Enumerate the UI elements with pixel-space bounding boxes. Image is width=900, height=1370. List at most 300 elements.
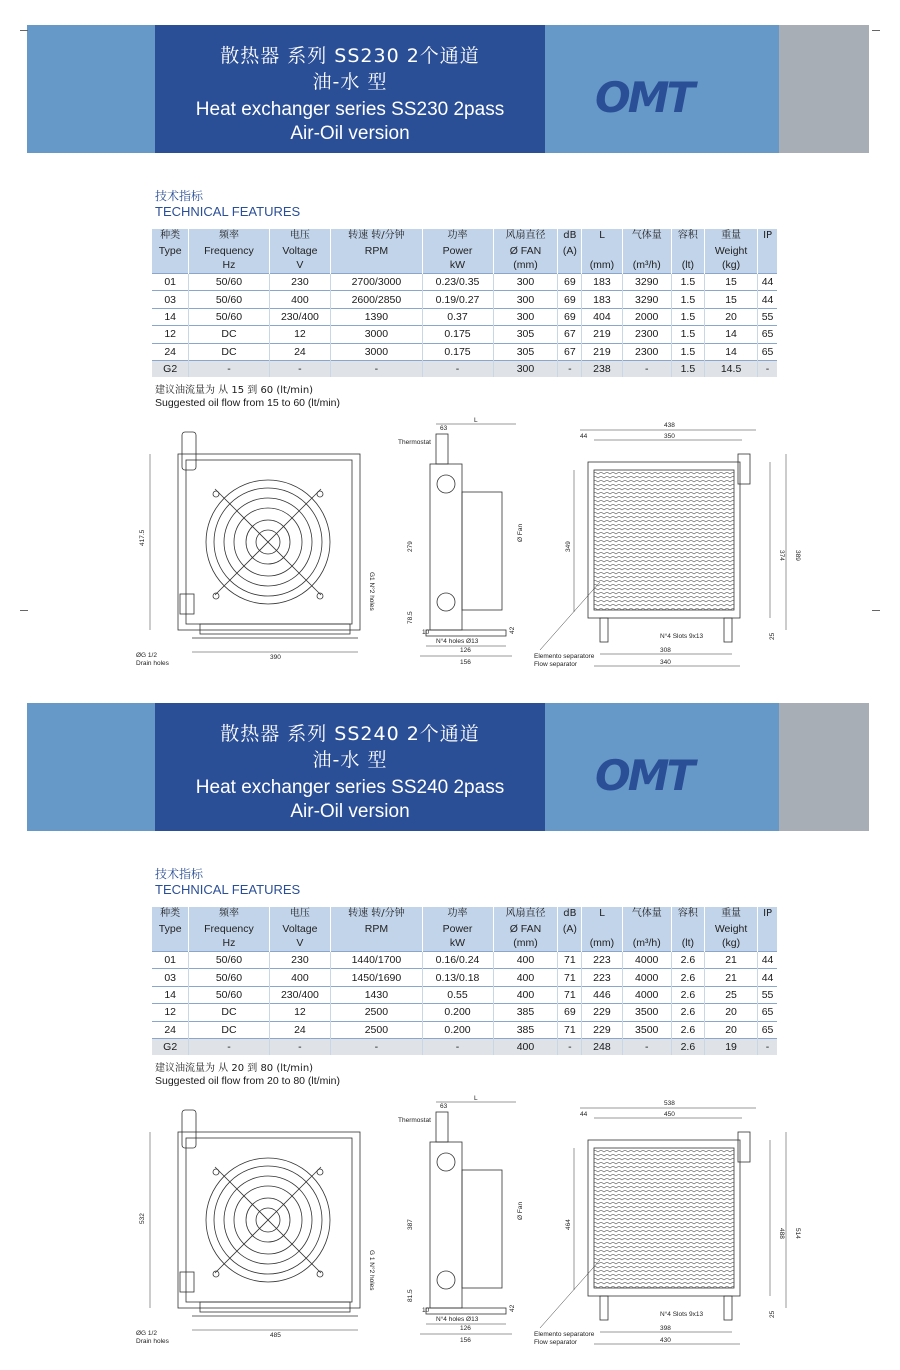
column-header-unit: (lt) [681, 937, 695, 949]
rear-308-label: 308 [660, 647, 671, 654]
column-header-en: RPM [364, 922, 389, 935]
table-cell: 03 [152, 291, 189, 308]
side-view [420, 1102, 516, 1334]
table-cell: 69 [558, 291, 582, 308]
front-height-label: 417.5 [139, 529, 146, 546]
table-cell: 4000 [622, 952, 671, 969]
column-header-cn: 功率 [447, 908, 468, 919]
bolt-2 [317, 1169, 323, 1175]
column-header-unit: (kg) [722, 937, 741, 949]
column-header-cn: 电压 [289, 230, 310, 241]
column-header-unit [558, 936, 581, 951]
column-header-cn: L [599, 230, 605, 241]
table-cell: 50/60 [189, 291, 269, 308]
rear-389-label: 514 [794, 1228, 801, 1239]
table-cell: 67 [558, 343, 582, 360]
column-header [758, 229, 777, 274]
ss230-section [0, 0, 900, 670]
table-cell: 25 [705, 986, 758, 1003]
table-cell: 01 [152, 952, 189, 969]
table-cell: 400 [493, 969, 558, 986]
table-cell: G2 [152, 360, 189, 377]
rear-350-label: 350 [664, 433, 675, 440]
table-row [152, 1004, 777, 1021]
side-thermostat [436, 1112, 448, 1142]
side-holes-label: N°4 holes Ø13 [436, 638, 479, 645]
column-header-unit: (m³/h) [632, 937, 661, 949]
side-10-label: 10 [422, 1307, 430, 1314]
table-row [152, 986, 777, 1003]
table-cell: 2.6 [671, 986, 704, 1003]
table-cell: 65 [758, 1021, 777, 1038]
banner-grey-block [779, 25, 869, 153]
table-cell: 14.5 [705, 360, 758, 377]
table-cell: 3000 [331, 343, 422, 360]
title-cn-line-2: 油-水 型 [312, 71, 388, 93]
column-header-unit: kW [449, 259, 466, 271]
column-header-unit: (kg) [722, 259, 741, 271]
rear-374-label: 374 [778, 550, 785, 561]
rear-foot-right [724, 618, 732, 642]
table-cell: 0.19/0.27 [422, 291, 493, 308]
column-header [189, 907, 269, 952]
table-cell: 2300 [622, 326, 671, 343]
front-height-label: 532 [139, 1213, 146, 1224]
rear-slots-label: N°4 Slots 9x13 [660, 1311, 704, 1318]
table-cell: - [558, 360, 582, 377]
table-cell: 0.175 [422, 343, 493, 360]
ss240-section [0, 678, 900, 1348]
column-header-cn: dB [563, 230, 577, 241]
column-header-unit: (lt) [681, 259, 695, 271]
table-cell: 1.5 [671, 274, 704, 291]
table-cell: 230 [269, 952, 331, 969]
crop-mark [872, 610, 880, 611]
rear-340-label: 430 [660, 1337, 671, 1344]
title-en-line-2: Air-Oil version [290, 123, 410, 144]
table-cell: 50/60 [189, 308, 269, 325]
port-label: G1 N°2 holes [368, 572, 375, 611]
table-cell: - [269, 360, 331, 377]
table-cell: 2.6 [671, 1021, 704, 1038]
banner-grey-block [779, 703, 869, 831]
side-42-label: 42 [509, 626, 516, 634]
column-header [269, 907, 331, 952]
table-cell: 2500 [331, 1021, 422, 1038]
side-785-label: 81.5 [407, 1289, 414, 1302]
table-cell: 1430 [331, 986, 422, 1003]
front-shroud [186, 1138, 352, 1302]
table-cell: 400 [493, 952, 558, 969]
table-row [152, 343, 777, 360]
table-cell: 446 [582, 986, 622, 1003]
bolt-1 [213, 491, 219, 497]
table-cell: 50/60 [189, 952, 269, 969]
column-header-unit [558, 258, 581, 273]
table-cell: 0.175 [422, 326, 493, 343]
side-base [426, 630, 506, 636]
side-height-label: 279 [407, 541, 414, 552]
column-header-en: Weight [714, 922, 748, 935]
side-port-bottom [437, 593, 455, 611]
table-cell: 2.6 [671, 952, 704, 969]
thermostat-label: Thermostat [398, 439, 431, 446]
table-cell: 223 [582, 969, 622, 986]
front-base [200, 1302, 350, 1312]
column-header-cn: 风扇直径 [505, 230, 546, 241]
side-body [430, 464, 462, 630]
table-cell: 1390 [331, 308, 422, 325]
column-header [582, 907, 622, 952]
column-header-en [582, 922, 621, 937]
column-header-unit [331, 936, 421, 951]
banner-logo-block [545, 703, 779, 831]
column-header-cn: IP [763, 230, 773, 241]
technical-features-table [152, 907, 777, 1055]
rear-foot-left [600, 618, 608, 642]
column-header-cn: 转速 转/分钟 [348, 230, 405, 241]
separator-en-label: Flow separator [534, 661, 577, 668]
rear-374-label: 488 [778, 1228, 785, 1239]
rear-349-label: 349 [565, 541, 572, 552]
table-cell: 1.5 [671, 326, 704, 343]
column-header [331, 907, 422, 952]
table-cell: 400 [269, 969, 331, 986]
table-cell: 4000 [622, 969, 671, 986]
title-en-line-1: Heat exchanger series SS240 2pass [195, 777, 505, 798]
column-header-unit: (mm) [589, 259, 615, 271]
table-cell: 2000 [622, 308, 671, 325]
column-header-en: Voltage [282, 244, 318, 257]
column-header-cn: 气体量 [631, 230, 662, 241]
features-heading-cn: 技术指标 [155, 867, 204, 881]
table-cell: - [189, 360, 269, 377]
table-cell: 400 [493, 1038, 558, 1055]
column-header-unit [331, 258, 421, 273]
column-header-unit: (mm) [513, 937, 538, 949]
crop-mark [20, 30, 28, 31]
crop-mark [872, 30, 880, 31]
table-cell: 183 [582, 291, 622, 308]
front-view [150, 432, 360, 652]
table-cell: - [758, 1038, 777, 1055]
title-cn-line-1: 散热器 系列 SS230 2个通道 [220, 45, 480, 67]
table-cell: 223 [582, 952, 622, 969]
fan-dim-label: Ø Fan [517, 523, 524, 542]
side-base [426, 1308, 506, 1314]
column-header [152, 907, 189, 952]
side-126-label: 126 [460, 1325, 471, 1332]
column-header-en: Frequency [204, 244, 254, 257]
column-header [493, 229, 558, 274]
column-header-cn: 电压 [289, 908, 310, 919]
front-drain [180, 1272, 194, 1292]
side-body [430, 1142, 462, 1308]
rear-slots-label: N°4 Slots 9x13 [660, 633, 704, 640]
column-header-cn: 频率 [218, 908, 239, 919]
column-header-unit: V [296, 259, 304, 271]
drain-label: ØG 1/2 [136, 1330, 157, 1337]
side-156-label: 156 [460, 659, 471, 666]
rear-25-label: 25 [769, 632, 776, 640]
column-header [705, 229, 758, 274]
crop-mark [20, 610, 28, 611]
column-header-en [758, 922, 777, 937]
table-cell: 248 [582, 1038, 622, 1055]
table-cell: 404 [582, 308, 622, 325]
table-cell: 69 [558, 308, 582, 325]
table-row [152, 326, 777, 343]
separator-leader [540, 582, 600, 650]
table-cell: 3500 [622, 1021, 671, 1038]
column-header-en [582, 244, 621, 259]
table-cell: 44 [758, 291, 777, 308]
side-height-label: 387 [407, 1219, 414, 1230]
rear-308-label: 398 [660, 1325, 671, 1332]
table-cell: 65 [758, 326, 777, 343]
title-en-line-2: Air-Oil version [290, 801, 410, 822]
features-heading-en: TECHNICAL FEATURES [155, 882, 301, 897]
bolt-1 [213, 1169, 219, 1175]
table-cell: 385 [493, 1021, 558, 1038]
table-cell: 44 [758, 969, 777, 986]
table-cell: 03 [152, 969, 189, 986]
column-header-en: Type [158, 922, 182, 935]
technical-drawing [130, 412, 820, 672]
table-cell: 2600/2850 [331, 291, 422, 308]
table-cell: 15 [705, 274, 758, 291]
column-header-unit [758, 936, 777, 951]
table-cell: 71 [558, 986, 582, 1003]
table-cell: 12 [152, 1004, 189, 1021]
rear-340-label: 340 [660, 659, 671, 666]
side-view [420, 424, 516, 656]
table-cell: 20 [705, 1021, 758, 1038]
column-header-unit: (mm) [589, 937, 615, 949]
column-header-cn: 气体量 [631, 908, 662, 919]
column-header-cn: dB [563, 908, 577, 919]
table-cell: 14 [705, 343, 758, 360]
technical-drawing [130, 1090, 820, 1350]
table-cell: - [758, 360, 777, 377]
column-header-en: Voltage [282, 922, 318, 935]
table-cell: 229 [582, 1021, 622, 1038]
table-cell: 305 [493, 326, 558, 343]
table-cell: 385 [493, 1004, 558, 1021]
rear-view [540, 1108, 786, 1344]
separator-it-label: Elemento separatore [534, 1331, 595, 1338]
column-header-en [623, 244, 671, 259]
column-header-cn: 重量 [721, 230, 742, 241]
rear-core [594, 1148, 734, 1288]
table-cell: 238 [582, 360, 622, 377]
table-cell: 219 [582, 326, 622, 343]
table-cell: 0.200 [422, 1004, 493, 1021]
table-cell: - [558, 1038, 582, 1055]
table-body [152, 952, 777, 1056]
separator-it-label: Elemento separatore [534, 653, 595, 660]
table-cell: 14 [152, 986, 189, 1003]
table-cell: 0.23/0.35 [422, 274, 493, 291]
column-header-en: Frequency [204, 922, 254, 935]
table-cell: 2700/3000 [331, 274, 422, 291]
side-fan [462, 492, 502, 610]
table-row [152, 291, 777, 308]
table-cell: DC [189, 326, 269, 343]
table-cell: 1440/1700 [331, 952, 422, 969]
column-header-en: RPM [364, 244, 389, 257]
table-cell: 44 [758, 952, 777, 969]
table-cell: 20 [705, 308, 758, 325]
title-cn-line-1: 散热器 系列 SS240 2个通道 [220, 723, 480, 745]
separator-leader [540, 1260, 600, 1328]
drain-label: ØG 1/2 [136, 652, 157, 659]
banner-left-block [27, 25, 155, 153]
table-cell: 230/400 [269, 308, 331, 325]
table-cell: 69 [558, 1004, 582, 1021]
column-header-unit: (m³/h) [632, 259, 661, 271]
features-heading-cn: 技术指标 [155, 189, 204, 203]
side-fan [462, 1170, 502, 1288]
table-cell: - [422, 1038, 493, 1055]
column-header-en [672, 922, 704, 937]
table-cell: 24 [152, 343, 189, 360]
rear-foot-right [724, 1296, 732, 1320]
table-cell: DC [189, 343, 269, 360]
column-header [671, 907, 704, 952]
table-cell: 2.6 [671, 969, 704, 986]
table-cell: 230 [269, 274, 331, 291]
oil-flow-cn: 建议油流量为 从 15 到 60 (lt/min) [155, 385, 314, 396]
side-holes-label: N°4 holes Ø13 [436, 1316, 479, 1323]
table-cell: - [622, 1038, 671, 1055]
table-cell: 1.5 [671, 360, 704, 377]
rear-core [594, 470, 734, 610]
table-cell: - [422, 360, 493, 377]
table-cell: 2.6 [671, 1004, 704, 1021]
table-cell: 3290 [622, 291, 671, 308]
table-cell: 15 [705, 291, 758, 308]
table-header-row [152, 229, 777, 274]
column-header-cn: L [599, 908, 605, 919]
rear-438-label: 538 [664, 1100, 675, 1107]
column-header-unit: Hz [222, 937, 236, 949]
rear-350-label: 450 [664, 1111, 675, 1118]
column-header-unit: V [296, 937, 304, 949]
table-cell: DC [189, 1021, 269, 1038]
table-cell: 50/60 [189, 969, 269, 986]
oil-flow-en: Suggested oil flow from 15 to 60 (lt/min) [155, 397, 341, 409]
column-header-cn: 风扇直径 [505, 908, 546, 919]
column-header [422, 229, 493, 274]
table-cell: 400 [493, 986, 558, 1003]
column-header-cn: 容积 [677, 908, 698, 919]
column-header [422, 907, 493, 952]
column-header-cn: 功率 [447, 230, 468, 241]
table-cell: 300 [493, 360, 558, 377]
table-cell: 50/60 [189, 274, 269, 291]
table-cell: 21 [705, 969, 758, 986]
table-row [152, 308, 777, 325]
table-cell: 183 [582, 274, 622, 291]
table-cell: 12 [269, 1004, 331, 1021]
table-cell: 229 [582, 1004, 622, 1021]
table-row [152, 1021, 777, 1038]
table-cell: G2 [152, 1038, 189, 1055]
column-header-en: Ø FAN [509, 244, 542, 257]
table-cell: 14 [705, 326, 758, 343]
table-cell: 1.5 [671, 291, 704, 308]
column-header [152, 229, 189, 274]
features-heading-en: TECHNICAL FEATURES [155, 204, 301, 219]
drain-holes-label: Drain holes [136, 660, 169, 667]
column-header-cn: 种类 [160, 230, 181, 241]
banner-title-block [155, 703, 545, 831]
column-header [582, 229, 622, 274]
side-port-top [437, 475, 455, 493]
rear-349-label: 464 [565, 1219, 572, 1230]
table-cell: 2500 [331, 1004, 422, 1021]
table-cell: 1450/1690 [331, 969, 422, 986]
table-cell: 44 [758, 274, 777, 291]
front-width-label: 485 [270, 1332, 281, 1339]
column-header [622, 907, 671, 952]
table-body [152, 274, 777, 378]
table-cell: 305 [493, 343, 558, 360]
series-banner [27, 703, 869, 831]
title-en-line-1: Heat exchanger series SS230 2pass [195, 99, 505, 120]
rear-view [540, 430, 786, 666]
column-header [758, 907, 777, 952]
table-row [152, 360, 777, 377]
side-785-label: 78.5 [407, 611, 414, 624]
table-cell: - [331, 360, 422, 377]
column-header-en: Power [442, 244, 473, 257]
table-cell: 01 [152, 274, 189, 291]
separator-en-label: Flow separator [534, 1339, 577, 1346]
column-header-unit [152, 936, 188, 951]
table-cell: 2300 [622, 343, 671, 360]
table-cell: 55 [758, 986, 777, 1003]
table-cell: 0.37 [422, 308, 493, 325]
column-header-en: (A) [562, 922, 577, 935]
table-cell: 400 [269, 291, 331, 308]
table-cell: - [622, 360, 671, 377]
table-cell: 21 [705, 952, 758, 969]
column-header-en [672, 244, 704, 259]
table-cell: 19 [705, 1038, 758, 1055]
table-cell: 300 [493, 291, 558, 308]
table-cell: 1.5 [671, 308, 704, 325]
column-header-cn: 容积 [677, 230, 698, 241]
column-header-en [758, 244, 777, 259]
fan-dim-label: Ø Fan [517, 1201, 524, 1220]
table-cell: 50/60 [189, 986, 269, 1003]
column-header-unit: Hz [222, 259, 236, 271]
table-cell: 14 [152, 308, 189, 325]
column-header [493, 907, 558, 952]
oil-flow-en: Suggested oil flow from 20 to 80 (lt/min) [155, 1075, 341, 1087]
side-L-label: L [474, 417, 478, 424]
column-header-en [623, 922, 671, 937]
table-cell: 12 [269, 326, 331, 343]
column-header-en: Ø FAN [509, 922, 542, 935]
column-header [671, 229, 704, 274]
table-cell: 65 [758, 1004, 777, 1021]
table-cell: 0.55 [422, 986, 493, 1003]
column-header-unit: kW [449, 937, 466, 949]
table-cell: 55 [758, 308, 777, 325]
